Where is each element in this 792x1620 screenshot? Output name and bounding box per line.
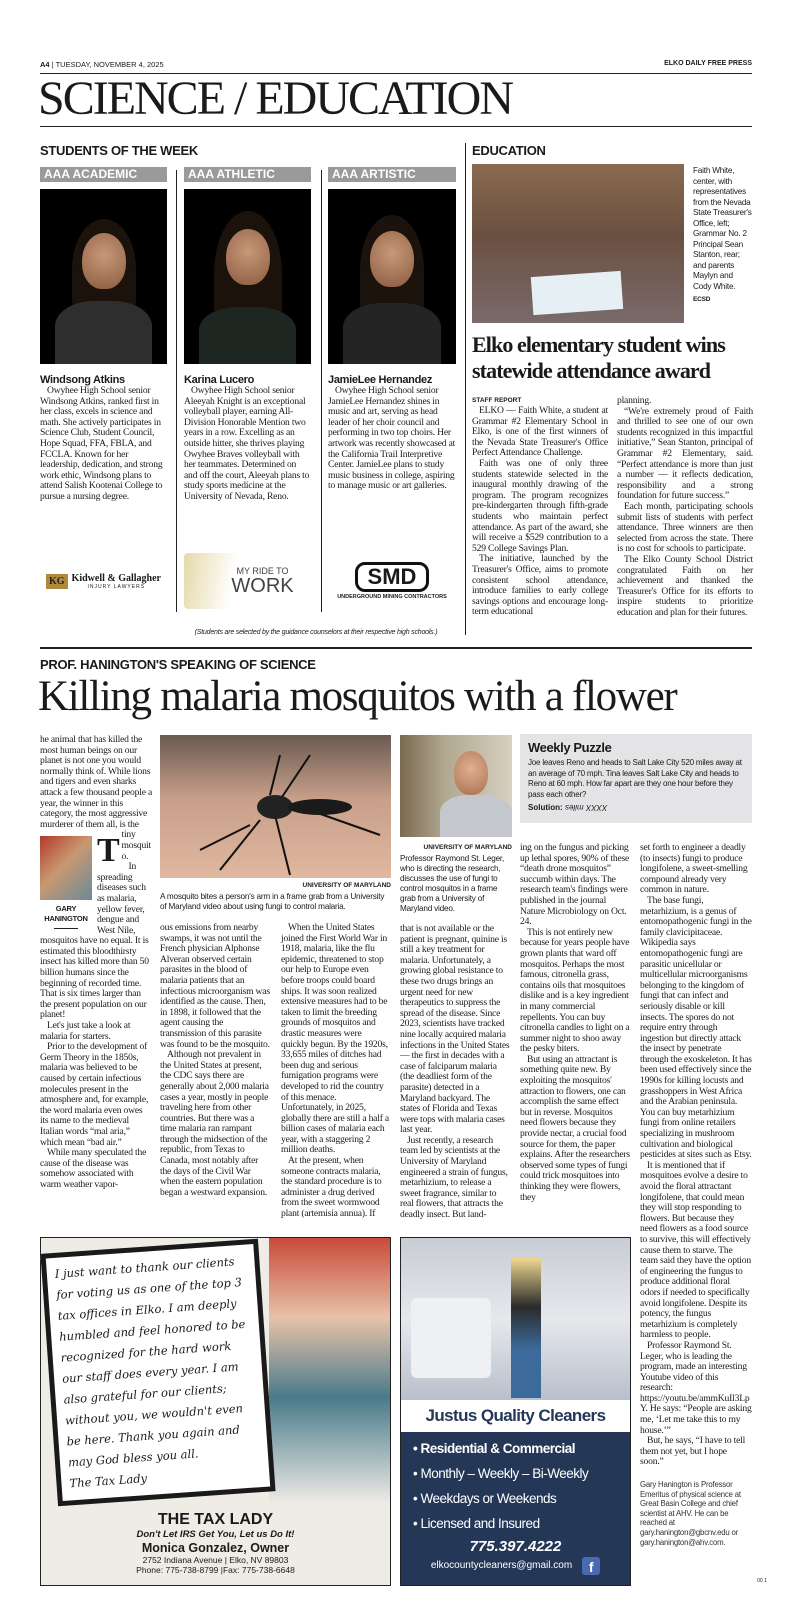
- mosquito-photo: [160, 735, 391, 878]
- student-photo: [184, 189, 311, 364]
- page-number: A4: [40, 60, 50, 69]
- ad-phone: 775.397.4222: [469, 1537, 562, 1555]
- paragraph: ELKO — Faith White, a student at Grammar #2 Elementary School in Elko, is one of the first winners of the Nevada State Treasurer's Office Perfect Attendance Challenge.: [472, 405, 608, 459]
- paragraph: But using an attractant is something quite new. By exploiting the mosquitos' attraction to flowers, one can accomplish the same effect but in reverse. Mosquitos need flowers because they provide nectar, a crucial food source for them, the paper explains. After the researchers observed some types of fungi could trick mosquitoes into thinking they were flowers, they: [520, 1053, 630, 1203]
- cleaners-ad: [400, 1237, 631, 1586]
- service-item: • Residential & Commercial: [413, 1440, 576, 1456]
- author-bio: Gary Hanington is Professor Emeritus of physical science at Great Basin College and chief scientist at AHV. He can be reached at gary.hanington@gbcnv.edu or gary.hanington@ahv.com.: [640, 1480, 741, 1547]
- service-item: • Weekdays or Weekends: [413, 1490, 557, 1506]
- service-item: • Monthly – Weekly – Bi-Weekly: [413, 1465, 589, 1481]
- paragraph: Although not prevalent in the United States at present, the CDC says there are generally about 2,000 malaria cases a year, mostly in people traveling here from other countries. But there was a time malaria ran rampant through the midsection of the republic, from Texas to Canada, most notably after the days of the Civil War when the eastern population began a westward expansion.: [160, 1049, 269, 1198]
- paragraph: ous emissions from nearby swamps, it was not until the French physician Alphonse Alveran observed certain parasites in the blood of malaria patients that an infectious microorganism was identified as the cause. Then, in 1898, it followed that the agent causing the transmission of this parasite was found to be the mosquito.: [160, 922, 270, 1050]
- service-item: • Licensed and Insured: [413, 1515, 540, 1531]
- paragraph: ing on the fungus and picking up lethal spores, 90% of these “death drone mosquitos” succumb within days. The research team's findings were published in the journal Nature Microbiology on Oct. 24.: [520, 842, 630, 928]
- puzzle-text: Joe leaves Reno and heads to Salt Lake City 520 miles away at an average of 70 mph. Tina leaves Salt Lake City and heads to Reno at 60 mph. How far apart are they one hour before they pass each other?: [528, 758, 742, 799]
- note-text: I just want to thank our clients for voting us as one of the top 3 tax offices in Elko. I am deeply humbled and feel honored to be recognized for the hard work our staff does every year. I am also grateful for our clients; without you, we wouldn't even be here. Thank you again and may God bless you all.: [54, 1254, 246, 1470]
- student-bio: Owyhee High School senior Windsong Atkins, ranked first in her class, excels in science and math. She actively participates in Science Club, Student Council, Hope Squad, FFA, FBLA, and FCCLA. Known for her leadership, dedication, and strong work ethic, Windsong plans to attend Salish Kootenai College to pursue a nursing degree.: [40, 385, 163, 502]
- paragraph: “We're extremely proud of Faith and thrilled to see one of our own students recognized in this impactful initiative,” Sean Stanton, principal of Grammar #2 Elementary, said. “Perfect attendance is more than just a number — it reflects dedication, responsibility and a strong foundation for future success.”: [617, 405, 753, 502]
- paragraph: Just recently, a research team led by scientists at the University of Maryland engineered a strain of fungus, metarhizium, to release a sweet fragrance, similar to real flowers, that attracts the deadly insect. But land-: [400, 1134, 508, 1221]
- science-middle: [160, 735, 391, 1220]
- science-main: [40, 735, 631, 1586]
- ad-address: 2752 Indiana Avenue | Elko, NV 89803: [142, 1554, 289, 1565]
- author-photo: [40, 836, 92, 900]
- science-col-4-block: [400, 735, 512, 1221]
- paragraph: At the present, when someone contracts malaria, the standard procedure is to administer a drug derived from the sweet wormwood plant (artemisia annua). If: [281, 1155, 382, 1220]
- student-card-artistic: [328, 167, 456, 609]
- science-col-6-block: [640, 843, 752, 1547]
- ad-illustration: [269, 1238, 390, 1504]
- sponsor-smd-logo: [328, 553, 456, 609]
- date: TUESDAY, NOVEMBER 4, 2025: [55, 60, 164, 69]
- ad-services: [401, 1432, 630, 1585]
- photo1-caption: A mosquito bites a person's arm in a frame grab from a University of Maryland video about using fungi to control malaria.: [160, 892, 385, 911]
- paragraph: In spreading diseases such as malaria, yellow fever, dengue and West Nile, mosquitos have no equal. It is estimated this bloodthirsty insect has killed more than 50 billion humans since the beginning of recorded time. That is six times larger than the present population on our planet!: [40, 861, 149, 1021]
- paragraph: The Elko County School District congratulated Faith on her achievement and thanked the Treasurer's Office for its efforts to inspire students to prioritize education and plan for their futures.: [617, 553, 753, 618]
- student-name: Windsong Atkins: [40, 374, 125, 386]
- photo2-caption: Professor Raymond St. Leger, who is directing the research, discusses the use of fungi to control mosquitos in a frame grab from a University of Maryland video.: [400, 854, 505, 913]
- science-headline: Killing malaria mosquitos with a flower: [38, 673, 677, 720]
- ad-email[interactable]: elkocountycleaners@gmail.com: [430, 1560, 573, 1572]
- education-photo-caption: [693, 166, 753, 306]
- science-kicker: PROF. HANINGTON'S SPEAKING OF SCIENCE: [40, 657, 316, 672]
- education-article: [472, 332, 753, 618]
- education-photo: [472, 164, 684, 323]
- ad-slogan: Don't Let IRS Get You, Let us Do It!: [136, 1528, 295, 1540]
- paper-name: ELKO DAILY FREE PRESS: [664, 60, 752, 67]
- paragraph: Prior to the development of Germ Theory in the 1850s, malaria was believed to be caused by certain infectious molecules present in the atmosphere and, for example, the word malaria even owes its name to the medieval Italian words “mal aria,” which mean “bad air.”: [40, 1041, 149, 1148]
- note-signature: The Tax Lady: [69, 1470, 148, 1491]
- author-box: [40, 836, 92, 929]
- student-card-athletic: [184, 167, 311, 609]
- byline: STAFF REPORT: [472, 397, 522, 404]
- ad-business-name: Justus Quality Cleaners: [401, 1400, 630, 1432]
- solution-label: Solution:: [528, 803, 563, 812]
- sponsor-myride-logo: [184, 553, 311, 609]
- category-label: AAA ACADEMIC: [40, 167, 167, 182]
- folio: A4 | TUESDAY, NOVEMBER 4, 2025: [40, 60, 164, 69]
- sponsor-name: SMD: [355, 562, 430, 592]
- paragraph: that is not available or the patient is pregnant, quinine is still a key treatment for malaria. Unfortunately, a growing global resistance to these two drugs brings an urgent need for new therapeutics to suppress the spread of the disease. Since 2023, scientists have tracked nine locally acquired malaria infections in the United States — the first in decades with a case of falciparum malaria (the deadliest form of the parasite) detected in a Maryland backyard. The states of Florida and Texas were tops with malaria cases last year.: [400, 923, 510, 1136]
- tax-lady-info: [41, 1511, 390, 1575]
- lead-paragraph: he animal that has killed the most human beings on our planet is not one you would normally think of. While lions and tigers and even sharks attack a few thousand people a year, the winner in this category, the most aggressive murderer of them all, is the tiny mosquito.: [40, 734, 153, 862]
- science-col-5: [520, 843, 631, 1203]
- student-name: JamieLee Hernandez: [328, 374, 433, 386]
- paragraph: planning.: [617, 395, 652, 406]
- student-photo: [328, 189, 456, 364]
- section-title: SCIENCE / EDUCATION: [38, 72, 512, 125]
- sponsor-kidwell-logo: [40, 553, 167, 609]
- author-name: GARY HANINGTON: [44, 904, 88, 923]
- students-note: (Students are selected by the guidance counselors at their respective high schools.): [194, 629, 438, 636]
- education-headline: Elko elementary student wins statewide attendance award: [472, 332, 725, 383]
- facebook-icon[interactable]: f: [582, 1557, 600, 1575]
- ad-phone: Phone: 775-738-8799 |Fax: 775-738-6648: [136, 1564, 295, 1575]
- science-col-2: [160, 923, 270, 1220]
- kg-monogram-icon: KG: [46, 574, 68, 589]
- sponsor-sub: UNDERGROUND MINING CONTRACTORS: [337, 594, 447, 600]
- paragraph: But, he says, “I have to tell them not yet, but I hope soon.”: [640, 1435, 746, 1468]
- caption-text: Faith White, center, with representatives from the Nevada State Treasurer's Office, left; Grammar No. 2 Principal Sean Stanton, rear; and parents Maylyn and Cody White.: [693, 166, 752, 291]
- paragraph: Each month, participating schools submit lists of students with perfect attendance. Three winners are then selected from across the state. There is no cost for schools to participate.: [617, 500, 753, 555]
- ads-row: [40, 1237, 631, 1586]
- mosquito-icon: [160, 735, 391, 878]
- students-kicker: STUDENTS OF THE WEEK: [40, 143, 198, 158]
- student-card-academic: [40, 167, 167, 609]
- paragraph: It is mentioned that if mosquitoes evolve a desire to avoid the floral attractant longifolene, that could mean they will stop responding to flowers. But because they need flowers as a food source to survive, this will effectively cause them to starve. The team said they have the option of engineering the fungus to produce additional floral odors if needed to specifically avoid longifolene. Despite its potency, the fungus metarhizium is completely harmless to people.: [640, 1159, 751, 1341]
- sponsor-name: Kidwell & Gallagher: [71, 572, 161, 584]
- sponsor-name: MY RIDE TO: [236, 566, 289, 576]
- student-name: Karina Lucero: [184, 374, 255, 386]
- science-col-6: [640, 843, 752, 1468]
- tax-lady-ad: [40, 1237, 391, 1586]
- category-label: AAA ARTISTIC: [328, 167, 456, 182]
- photo1-credit: UNIVERSITY OF MARYLAND: [302, 882, 391, 889]
- student-photo: [40, 189, 167, 364]
- science-col-3: [281, 923, 391, 1220]
- puzzle-title: Weekly Puzzle: [528, 740, 612, 755]
- category-label: AAA ATHLETIC: [184, 167, 311, 182]
- sponsor-sub: INJURY LAWYERS: [87, 583, 146, 590]
- paragraph: This is not entirely new because for years people have grown plants that ward off mosquitos. Perhaps the most famous, citronella grass, contains oils that mosquitoes dislike and is a key ingredient in many commercial repellents. You can buy citronella candles to light on a summer night to shoo away the pesky biters.: [520, 926, 630, 1055]
- sponsor-sub: WORK: [231, 575, 294, 597]
- paragraph: Professor Raymond St. Leger, who is leading the program, made an interesting Youtube video of this research: https://youtu.be/ammKuIl3LpY. He says: “People are asking me, ‘Let me take this to my house.’”: [640, 1339, 752, 1436]
- education-kicker: EDUCATION: [472, 143, 546, 158]
- professor-photo: [400, 735, 512, 837]
- paragraph: The base fungi, metarhizium, is a genus of entomopathogenic fungi in the family clavicipitaceae. Wikipedia says entomopathogenic fungi are parasitic unicellular or multicellular microorganisms belonging to the kingdom of fungi that can infect and seriously disable or kill insects. The spores do not require entry through ingestion but directly attack the insect by penetrate through the exoskeleton. It has been used effectively since the 1990s for killing locusts and grasshoppers in West Africa and the Arabian peninsula. You can buy metarhizium fungi from online retailers specializing in mushroom cultivation and biological pesticides at sites such as Etsy.: [640, 894, 752, 1161]
- drop-cap: T: [97, 832, 120, 869]
- page-mark: 00 1: [757, 1578, 767, 1584]
- paragraph: The initiative, launched by the Treasurer's Office, aims to promote consistent school attendance, introduce families to early college savings options and encourage long-term educational: [472, 553, 608, 618]
- paragraph: When the United States joined the First World War in 1918, malaria, like the flu epidemic, threatened to stop our help to Europe even before troops could board ships. It was soon realized extensive measures had to be taken to limit the breeding grounds of mosquitos and drastic measures were quickly begun. By the 1920s, 33,655 miles of ditches had been dug and serious fumigation programs were developed to rid the country of this menace. Unfortunately, in 2025, globally there are still a half a billion cases of malaria each year, with a staggering 2 million deaths.: [281, 922, 389, 1156]
- ad-owner: Monica Gonzalez, Owner: [141, 1540, 290, 1555]
- photo-credit: ECSD: [693, 296, 711, 303]
- paragraph: While many speculated the cause of the disease was somehow associated with warm weather vapor-: [40, 1147, 147, 1190]
- thank-you-note: [40, 1238, 275, 1506]
- paragraph: Faith was one of only three students statewide selected in the inaugural monthly drawing of the program. The program recognizes pre-kindergarten through fifth-grade students who maintain perfect attendance. As part of the award, she will receive a $529 contribution to a 529 College Savings Plan.: [472, 457, 608, 554]
- science-col-4: [400, 924, 512, 1221]
- ad-photo: [401, 1238, 630, 1400]
- photo2-credit: UNIVERSITY OF MARYLAND: [423, 844, 512, 851]
- student-bio: Owyhee High School senior JamieLee Hernandez shines in music and art, serving as head leader of her choir council and performing in two top choirs. Her artwork was recently showcased at the California Trail Interpretive Center. JamieLee plans to study music business in college, aspiring to manage music or art galleries.: [328, 385, 456, 492]
- science-col-1: [40, 735, 152, 1191]
- ad-title: THE TAX LADY: [157, 1510, 274, 1528]
- education-col-1: [472, 406, 608, 618]
- student-bio: Owyhee High School senior Aleeyah Knight is an exceptional volleyball player, earning All-Division Honorable Mention two years in a row. Excelling as an outside hitter, she thrives playing Owyhee Braves volleyball with her teammates. Determined on and off the court, Aleeyah plans to study sports medicine at the University of Nevada, Reno.: [184, 385, 310, 502]
- paragraph: Let's just take a look at malaria for starters.: [40, 1020, 131, 1042]
- education-col-2: [617, 396, 753, 618]
- paragraph: set forth to engineer a deadly (to insects) fungi to produce longifolene, a sweet-smelling compound already very common in nature.: [640, 842, 748, 896]
- solution-upside-down: XXXX miles: [564, 803, 608, 812]
